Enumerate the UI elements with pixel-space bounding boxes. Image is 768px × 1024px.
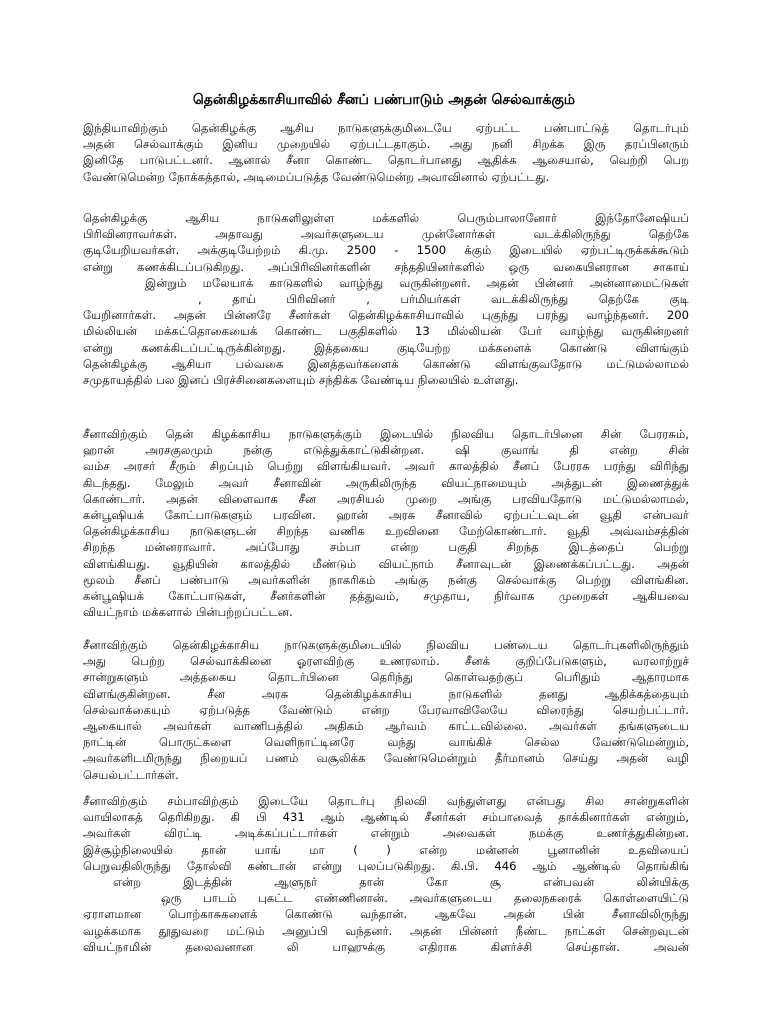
text-line: செயல்பட்டார்கள். <box>83 767 179 782</box>
text-line: சிறந்த மன்னராவார். அப்போது சம்பா என்ற பகுதி சிறந்த இடத்தைப் பெற்று <box>83 540 689 555</box>
text-line: வழக்கமாக தூதுவரை மட்டும் அனுப்பி வந்தனர். அதன் பின்னர் நீண்ட நாட்கள் சென்றவுடன் <box>83 923 689 938</box>
text-line: அதன் செல்வாக்கும் இனிய முறையில் ஏற்பட்டதாகும். அது நனி சிறக்க இரு தரப்பினரும் <box>83 137 689 152</box>
paragraph-4 <box>83 637 689 783</box>
text-line: ஏராளமான பொற்காசுகளைக் கொண்டு வந்தான். ஆகவே அதன் பின் சீனாவிலிருந்து <box>83 907 689 922</box>
text-line: என்று கணக்கிடப்படுகிறது. அப்பிரிவினர்களின் சந்ததியினர்களில் ஒரு வகையினரான சாகாய் <box>83 259 689 274</box>
text-line: இச்சூழ்நிலையில் தான் யாங் மா ( ) என்ற மன்னன் பூனானின் உதவியைப் <box>83 842 689 857</box>
text-line: ஆகையால் அவர்கள் வாணிபத்தில் அதிகம் ஆர்வம் காட்டவில்லை. அவர்கள் தங்களுடைய <box>83 719 689 734</box>
text-line: குடியேறியவர்கள். அக்குடியேற்றம் கி.மு. 2500 - 1500 க்கும் இடையில் ஏற்பட்டிருக்கக்கூடும் <box>83 243 689 258</box>
text-line: அவர்களிடமிருந்து நிறையப் பணம் வசூலிக்க வேண்டுமென்றும் தீர்மானம் செய்து அதன் வழி <box>83 751 689 766</box>
text-line: பெறுவதிலிருந்து தோல்வி கண்டான் என்று புலப்படுகிறது. கி.பி. 446 ஆம் ஆண்டில் தொங்கிங் <box>83 858 689 873</box>
text-line: ஒரு பாடம் புகட்ட எண்ணினான். அவர்களுடைய தலைநகரைக் கொள்ளையிட்டு <box>161 891 689 906</box>
text-line: தென்கிழக்கு ஆசியா பல்வகை இனத்தவர்களைக் கொண்டு விளங்குவதோடு மட்டுமல்லாமல் <box>83 356 689 371</box>
text-line: சமுதாயத்தில் பல இனப் பிரச்சினைகளையும் சந்திக்க வேண்டிய நிலையில் உள்ளது. <box>83 373 519 388</box>
text-line: மில்லியன் மக்கட்தொகையைக் கொண்ட பகுதிகளில் 13 மில்லியன் பேர் வாழ்ந்து வருகின்றனர் <box>83 324 689 339</box>
text-line: வியட்நாம் மக்களால் பின்பற்றப்பட்டன. <box>83 605 293 620</box>
text-line: மூலம் சீனப் பண்பாடு அவர்களின் நாகரிகம் அங்கு நன்கு செல்வாக்கு பெற்று விளங்கின. <box>83 572 689 587</box>
text-line: வேண்டுமென்ற நோக்கத்தால், அடிமைப்படுத்த வேண்டுமென்ற அவாவினால் ஏற்பட்டது. <box>83 169 550 184</box>
text-line: நாட்டின் பொருட்களை வெளிநாட்டினரே வந்து வாங்கிச் செல்ல வேண்டுமென்றும், <box>83 735 689 750</box>
text-line: இனிதே பாடுபட்டனர். ஆனால் சீனா கொண்ட தொடர்பானது ஆதிக்க ஆசையால், வெற்றி பெற <box>83 153 689 168</box>
text-line: கன்பூஷியக் கோட்பாடுகள், சீனர்களின் தத்துவம், சமுதாய, நிர்வாக முறைகள் ஆகியவை <box>83 589 689 604</box>
text-line: வாயிலாகத் தெரிகிறது. கி பி 431 ஆம் ஆண்டில் சீனர்கள் சம்பாவைத் தாக்கினார்கள் என்றும், <box>83 810 689 825</box>
text-line: கொண்டார். அதன் விளைவாக சீன அரசியல் முறை அங்கு பரவியதோடு மட்டுமல்லாமல், <box>83 491 689 506</box>
text-line: தென்கிழக்காசிய நாடுகளுடன் சிறந்த வணிக உறவினை மேற்கொண்டார். வூதி அவ்வம்சத்தின் <box>83 524 689 539</box>
text-line: கன்பூஷியக் கோட்பாடுகளும் பரவின. ஹான் அரசு சீனாவில் ஏற்பட்டவுடன் வூதி என்பவர் <box>83 508 689 523</box>
text-line: சீனாவிற்கும் சம்பாவிற்கும் இடையே தொடர்பு நிலவி வந்துள்ளது என்பது சில சான்றுகளின் <box>83 794 689 808</box>
text-line: இன்றும் மலேயாக் காடுகளில் வாழ்ந்து வருகின்றனர். அதன் பின்னர் அன்னாமைட்டுகள் <box>145 275 689 290</box>
paragraph-5 <box>83 793 689 955</box>
text-line: விளங்குகின்றன. சீன அரசு தென்கிழக்காசிய நாடுகளில் தனது ஆதிக்கத்தையும் <box>83 686 689 701</box>
text-line: விளங்கியது. வூதியின் காலத்தில் மீண்டும் வியட்நாம் சீனாவுடன் இணைக்கப்பட்டது. அதன் <box>83 556 689 571</box>
text-line: , தாய் பிரிவினர் , பர்மியர்கள் வடக்கிலிருந்து தெற்கே குடி <box>198 292 689 307</box>
text-line: என்ற இடத்தின் ஆளுநர் தான் கோ சூ என்பவன் லின்யிக்கு <box>113 875 689 890</box>
text-line: கிடந்தது. மேலும் அவர் சீனாவின் அருகிலிருந்த வியட்நாமையும் அத்துடன் இணைத்துக் <box>83 475 689 490</box>
text-line: அவர்கள் விரட்டி அடிக்கப்பட்டார்கள் என்றும் அவைகள் நமக்கு உணர்த்துகின்றன. <box>83 826 689 841</box>
text-line: யேறினார்கள். அதன் பின்னரே சீனர்கள் தென்கிழக்காசியாவில் புகுந்து பரந்து வாழ்ந்தனர். 200 <box>83 308 689 323</box>
text-line: வியட்நாமின் தலைவனான லி பாஹுக்கு எதிராக கிளர்ச்சி செய்தான். அவன் <box>83 939 689 954</box>
text-line: பிரிவினராவர்கள். அதாவது அவர்களுடைய முன்னோர்கள் வடக்கிலிருந்து தெற்கே <box>83 227 689 242</box>
text-line: செல்வாக்கையும் ஏற்படுத்த வேண்டும் என்ற பேரவாவிலேயே விரைந்து செயற்பட்டார். <box>83 702 689 717</box>
text-line: சான்றுகளும் அத்தகைய தொடர்பினை தெரிந்து கொள்வதற்குப் பெரிதும் ஆதாரமாக <box>83 670 689 685</box>
text-line: தென்கிழக்கு ஆசிய நாடுகளிலுள்ள மக்களில் பெரும்பாலானோர் இந்தோனேஷியப் <box>83 211 689 225</box>
paragraph-3 <box>83 426 689 620</box>
paragraph-2 <box>83 210 689 388</box>
text-line: இந்தியாவிற்கும் தென்கிழக்கு ஆசிய நாடுகளுக்குமிடையே ஏற்பட்ட பண்பாட்டுத் தொடர்பும் <box>83 121 689 135</box>
text-line: சீனாவிற்கும் தென்கிழக்காசிய நாடுகளுக்குமிடையில் நிலவிய பண்டைய தொடர்புகளிலிருந்தும் <box>83 638 689 652</box>
text-line: அது பெற்ற செல்வாக்கினை ஓரளவிற்கு உணரலாம். சீனக் குறிப்பேடுகளும், வரலாற்றுச் <box>83 654 689 669</box>
text-line: வம்ச அரசர் சீரும் சிறப்பும் பெற்று விளங்கியவர். அவர் காலத்தில் சீனப் பேரரசு பரந்து விரிந்து <box>83 459 689 474</box>
paragraph-1 <box>83 120 689 185</box>
text-line: சீனாவிற்கும் தென் கிழக்காசிய நாடுகளுக்கும் இடையில் நிலவிய தொடர்பினை சின் பேரரசும், <box>83 427 689 441</box>
text-line: என்று கணக்கிடப்பட்டிருக்கின்றது. இத்தகைய குடியேற்ற மக்களைக் கொண்டு விளங்கும் <box>83 340 689 355</box>
document-title: தென்கிழக்காசியாவில் சீனப் பண்பாடும் அதன் செல்வாக்கும் <box>192 92 576 108</box>
text-line: ஹான் அரசகுலமும் நன்கு எடுத்துக்காட்டுகின்றன. ஷி குவாங் தி என்ற சின் <box>83 443 689 458</box>
